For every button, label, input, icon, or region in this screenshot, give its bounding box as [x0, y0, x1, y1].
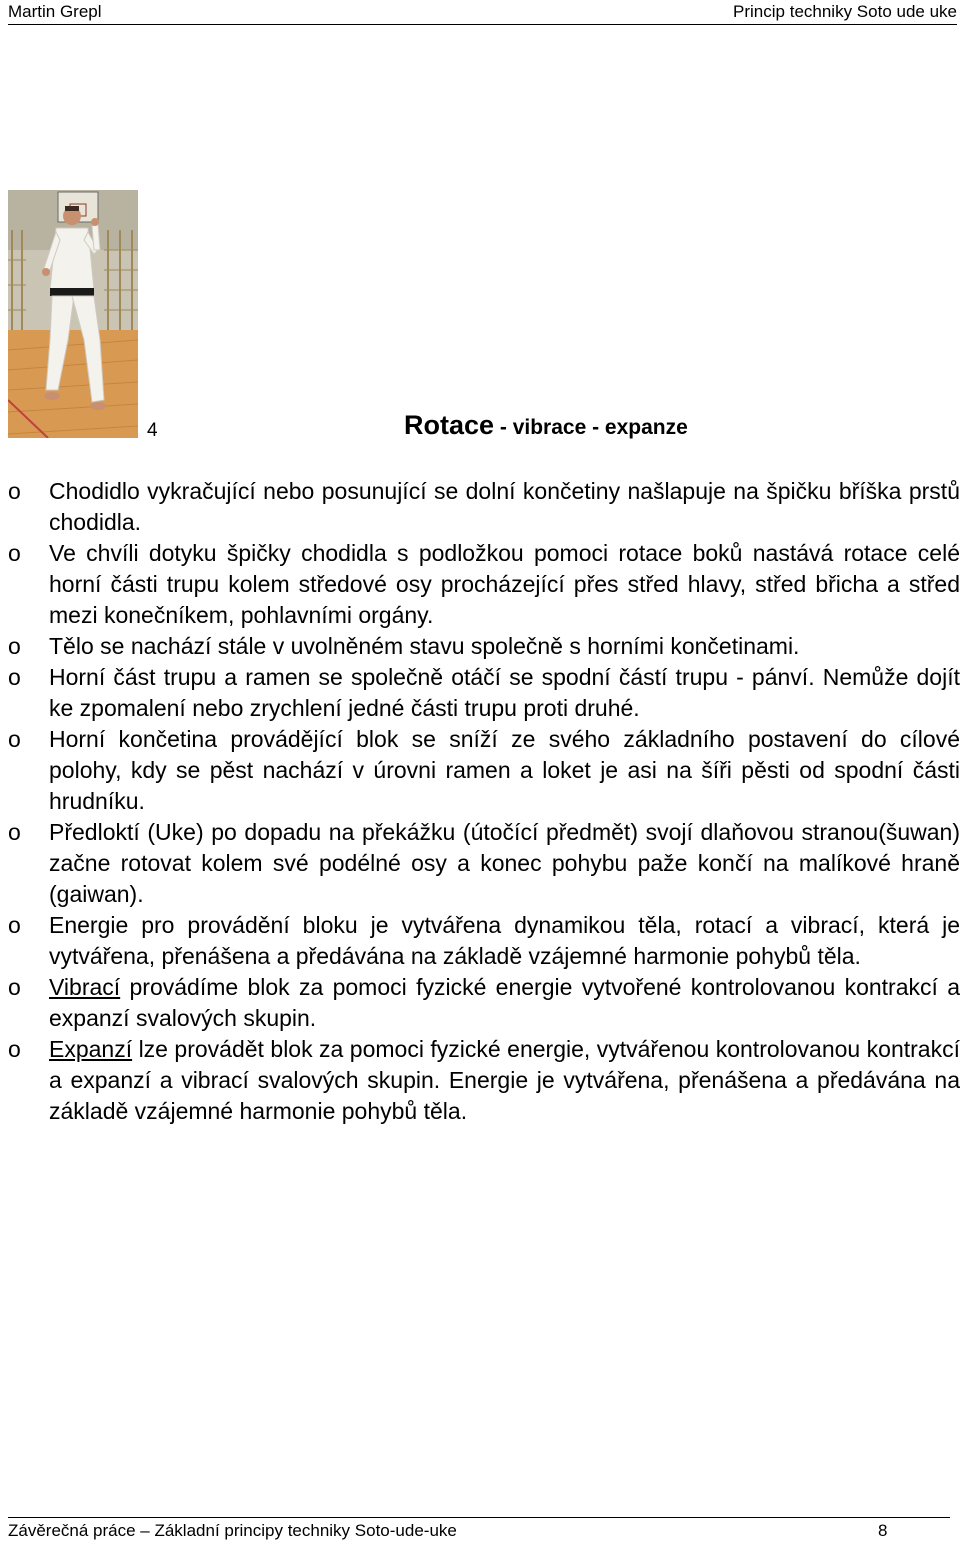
header-divider	[8, 24, 957, 25]
section-heading	[404, 410, 688, 441]
list-item-text: Předloktí (Uke) po dopadu na překážku (útočící předmět) svojí dlaňovou stranou(šuwan) začne rotovat kolem své podélné osy a konec pohybu paže končí na malíkové hraně (gaiwan).	[49, 819, 960, 907]
bullet-marker: o	[8, 819, 21, 845]
list-item-text: Ve chvíli dotyku špičky chodidla s podložkou pomoci rotace boků nastává rotace celé horní části trupu kolem středové osy procházející přes střed hlavy, střed břicha a střed mezi konečníkem, pohlavními orgány.	[49, 540, 960, 628]
bullet-marker: o	[8, 974, 21, 1000]
term-vibrace: Vibrací	[49, 974, 121, 1000]
heading-sub: - vibrace - expanze	[494, 416, 688, 439]
list-item-text: Chodidlo vykračující nebo posunující se dolní končetiny našlapuje na špičku bříška prstů chodidla.	[49, 478, 960, 535]
list-item	[8, 538, 960, 631]
bullet-marker: o	[8, 540, 21, 566]
term-expanze: Expanzí	[49, 1036, 133, 1062]
footer-divider	[8, 1517, 950, 1518]
bullet-marker: o	[8, 478, 21, 504]
page-number: 8	[878, 1521, 888, 1540]
list-item	[8, 724, 960, 817]
bullet-marker: o	[8, 633, 21, 659]
karate-stance-photo	[8, 190, 138, 438]
list-item-expanze	[8, 1034, 960, 1127]
bullet-marker: o	[8, 912, 21, 938]
bullet-list	[8, 476, 960, 1127]
list-item	[8, 817, 960, 910]
bullet-marker: o	[8, 1036, 21, 1062]
list-item-text: Horní část trupu a ramen se společně otáčí se spodní částí trupu - pánví. Nemůže dojít ke zpomalení nebo zrychlení jedné části trupu proti druhé.	[49, 664, 960, 721]
figure-number: 4	[147, 420, 158, 441]
list-item	[8, 476, 960, 538]
list-item-text: lze provádět blok za pomoci fyzické energie, vytvářenou kontrolovanou kontrakcí a expanzí a vibrací svalových skupin. Energie je vytvářena, přenášena a předávána na základě vzájemné harmonie pohybů těla.	[49, 1036, 960, 1124]
bullet-marker: o	[8, 726, 21, 752]
list-item	[8, 662, 960, 724]
bullet-marker: o	[8, 664, 21, 690]
list-item-vibrace	[8, 972, 960, 1034]
list-item	[8, 910, 960, 972]
heading-main: Rotace	[404, 410, 495, 440]
list-item-text: Tělo se nachází stále v uvolněném stavu společně s horními končetinami.	[49, 633, 800, 659]
header-author: Martin Grepl	[8, 2, 102, 21]
list-item-text: Horní končetina provádějící blok se sníží ze svého základního postavení do cílové polohy, kdy se pěst nachází v úrovni ramen a loket je asi na šíři pěsti od spodní části hrudníku.	[49, 726, 960, 814]
list-item	[8, 631, 960, 662]
footer-text: Závěrečná práce – Základní principy techniky Soto-ude-uke	[8, 1521, 457, 1540]
header-title: Princip techniky Soto ude uke	[733, 2, 957, 21]
list-item-text: provádíme blok za pomoci fyzické energie vytvořené kontrolovanou kontrakcí a expanzí svalových skupin.	[49, 974, 960, 1031]
list-item-text: Energie pro provádění bloku je vytvářena dynamikou těla, rotací a vibrací, která je vytvářena, přenášena a předávána na základě vzájemné harmonie pohybů těla.	[49, 912, 960, 969]
